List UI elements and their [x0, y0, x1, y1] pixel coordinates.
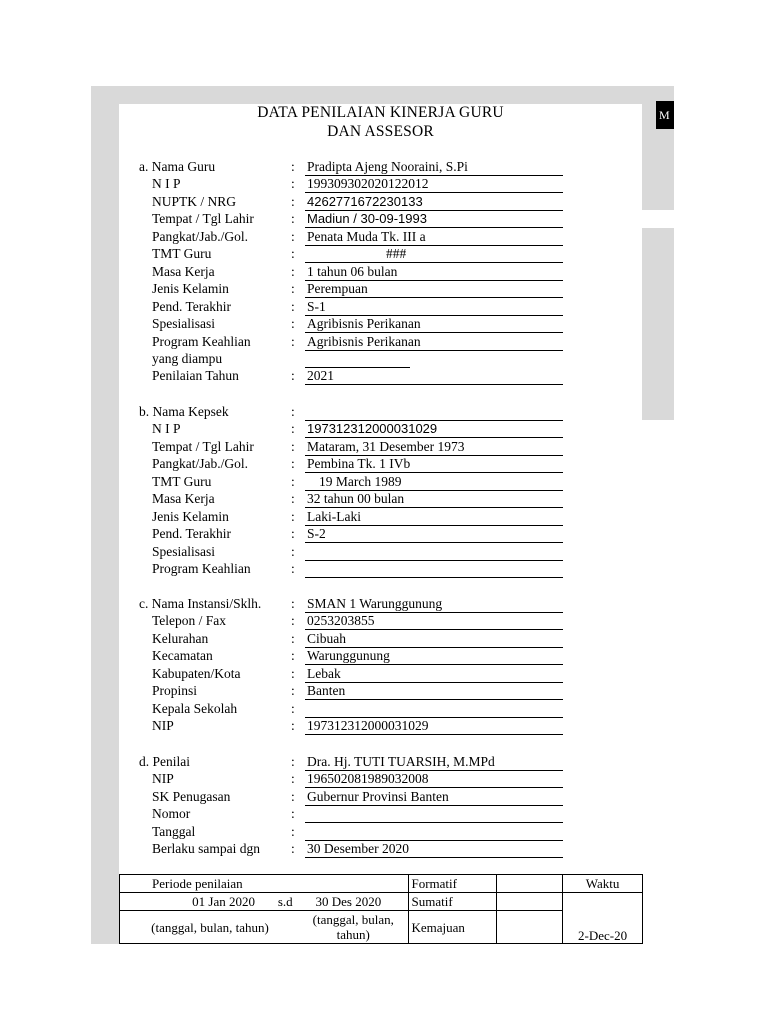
field-value: S-1 [307, 299, 326, 314]
field-underline [305, 210, 563, 228]
field-label: yang diampu [152, 351, 223, 366]
field-underline [305, 490, 563, 508]
field-label: Pangkat/Jab./Gol. [152, 229, 248, 244]
field-colon: : [291, 613, 295, 628]
field-colon: : [291, 439, 295, 454]
field-underline [305, 158, 563, 176]
field-value: ### [386, 246, 407, 261]
field-underline [305, 840, 563, 858]
type-sumatif: Sumatif [409, 893, 497, 911]
field-colon: : [291, 229, 295, 244]
field-label: Jenis Kelamin [152, 509, 229, 524]
field-label: Masa Kerja [152, 491, 215, 506]
field-underline [305, 438, 563, 456]
field-label: Spesialisasi [152, 316, 215, 331]
field-label: Tempat / Tgl Lahir [152, 439, 254, 454]
field-colon: : [291, 421, 295, 436]
field-value: 1 tahun 06 bulan [307, 264, 398, 279]
field-label: d. Penilai [139, 754, 190, 769]
field-label: Pangkat/Jab./Gol. [152, 456, 248, 471]
field-underline [305, 823, 563, 841]
field-underline [305, 298, 563, 316]
field-value: Warunggunung [307, 648, 390, 663]
field-colon: : [291, 666, 295, 681]
end-date: 30 Des 2020 [315, 894, 382, 909]
field-value: Madiun / 30-09-1993 [307, 211, 427, 226]
field-value: Banten [307, 683, 346, 698]
field-underline [305, 665, 563, 683]
field-underline [305, 612, 563, 630]
field-underline [305, 420, 563, 438]
period-header: Periode penilaian [120, 875, 409, 893]
field-underline [305, 682, 563, 700]
field-underline [305, 403, 563, 421]
field-colon: : [291, 176, 295, 191]
start-note: (tanggal, bulan, tahun) [151, 919, 269, 935]
field-colon: : [291, 701, 295, 716]
field-label: Tempat / Tgl Lahir [152, 211, 254, 226]
field-value: 2021 [307, 368, 334, 383]
field-colon: : [291, 526, 295, 541]
type-kemajuan: Kemajuan [409, 911, 497, 944]
field-colon: : [291, 631, 295, 646]
end-note: (tanggal, bulan, tahun) [312, 912, 394, 942]
field-colon: : [291, 824, 295, 839]
field-value: 199309302020122012 [307, 176, 429, 191]
side-tab: M [656, 101, 674, 129]
field-underline [305, 263, 563, 281]
field-value: Pradipta Ajeng Nooraini, S.Pi [307, 159, 468, 174]
field-value: 197312312000031029 [307, 421, 438, 436]
start-date: 01 Jan 2020 [192, 894, 255, 909]
field-label: c. Nama Instansi/Sklh. [139, 596, 262, 611]
field-underline [305, 700, 563, 718]
field-value: Perempuan [307, 281, 368, 296]
field-value: Pembina Tk. 1 IVb [307, 456, 411, 471]
field-colon: : [291, 281, 295, 296]
background-strip [642, 129, 674, 210]
field-value: 4262771672230133 [307, 194, 423, 209]
field-value: Agribisnis Perikanan [307, 316, 421, 331]
field-colon: : [291, 509, 295, 524]
field-label: Berlaku sampai dgn [152, 841, 260, 856]
field-underline [305, 367, 563, 385]
field-label: Kepala Sekolah [152, 701, 238, 716]
waktu-value: 2-Dec-20 [563, 893, 643, 944]
period-notes [120, 911, 409, 944]
empty-cell [497, 875, 563, 893]
field-colon: : [291, 841, 295, 856]
document-subtitle: DAN ASSESOR [327, 123, 434, 140]
field-label: NIP [152, 718, 174, 733]
field-underline [305, 280, 563, 298]
background-gap [642, 210, 674, 228]
empty-cell [497, 911, 563, 944]
field-colon: : [291, 806, 295, 821]
field-label: Kecamatan [152, 648, 213, 663]
field-label: Pend. Terakhir [152, 526, 232, 541]
field-colon: : [291, 718, 295, 733]
field-label: Kabupaten/Kota [152, 666, 241, 681]
field-value: SMAN 1 Warunggunung [307, 596, 443, 611]
field-value: Lebak [307, 666, 341, 681]
field-value: Gubernur Provinsi Banten [307, 789, 449, 804]
field-colon: : [291, 771, 295, 786]
field-colon: : [291, 456, 295, 471]
field-colon: : [291, 246, 295, 261]
field-value: Dra. Hj. TUTI TUARSIH, M.MPd [307, 754, 495, 769]
field-value: Laki-Laki [307, 509, 361, 524]
field-label: N I P [152, 421, 181, 436]
field-colon: : [291, 334, 295, 349]
field-underline [305, 333, 563, 351]
field-underline [305, 228, 563, 246]
field-label: Spesialisasi [152, 544, 215, 559]
field-underline [305, 175, 563, 193]
field-value: 197312312000031029 [307, 718, 429, 733]
empty-cell [497, 893, 563, 911]
field-value: 196502081989032008 [307, 771, 429, 786]
background-strip [646, 228, 674, 420]
field-underline [305, 560, 563, 578]
field-label: NIP [152, 771, 174, 786]
field-value: 30 Desember 2020 [307, 841, 409, 856]
field-label: b. Nama Kepsek [139, 404, 229, 419]
field-colon: : [291, 789, 295, 804]
field-colon: : [291, 316, 295, 331]
field-value: 0253203855 [307, 613, 375, 628]
period-table [119, 874, 643, 944]
field-underline [305, 788, 563, 806]
document-title: DATA PENILAIAN KINERJA GURU [257, 104, 504, 121]
field-underline [305, 717, 563, 735]
field-label: TMT Guru [152, 246, 212, 261]
field-underline [305, 543, 563, 561]
field-label: Pend. Terakhir [152, 299, 232, 314]
field-label: a. Nama Guru [139, 159, 216, 174]
field-value: Mataram, 31 Desember 1973 [307, 439, 465, 454]
background-gap [642, 420, 674, 944]
field-underline [305, 508, 563, 526]
field-colon: : [291, 544, 295, 559]
field-colon: : [291, 211, 295, 226]
field-colon: : [291, 404, 295, 419]
field-colon: : [291, 474, 295, 489]
field-value: Agribisnis Perikanan [307, 334, 421, 349]
field-colon: : [291, 368, 295, 383]
field-label: SK Penugasan [152, 789, 231, 804]
field-label: N I P [152, 176, 181, 191]
field-underline [305, 315, 563, 333]
field-label: Kelurahan [152, 631, 209, 646]
field-underline [305, 630, 563, 648]
field-label: Tanggal [152, 824, 196, 839]
field-colon: : [291, 561, 295, 576]
field-label: Program Keahlian [152, 561, 251, 576]
field-label: Program Keahlian [152, 334, 251, 349]
field-label: Masa Kerja [152, 264, 215, 279]
field-label: Jenis Kelamin [152, 281, 229, 296]
field-label: Telepon / Fax [152, 613, 227, 628]
field-label: Nomor [152, 806, 191, 821]
field-value: 19 March 1989 [319, 474, 402, 489]
field-underline [305, 770, 563, 788]
field-value: Penata Muda Tk. III a [307, 229, 426, 244]
field-underline [305, 753, 563, 771]
field-underline [305, 525, 563, 543]
field-colon: : [291, 491, 295, 506]
field-underline [305, 350, 410, 368]
field-underline [305, 193, 563, 211]
field-value: 32 tahun 00 bulan [307, 491, 405, 506]
field-underline [305, 473, 563, 491]
field-label: TMT Guru [152, 474, 212, 489]
period-dates [120, 893, 409, 911]
field-value: S-2 [307, 526, 326, 541]
field-label: Propinsi [152, 683, 198, 698]
field-colon: : [291, 683, 295, 698]
date-separator: s.d [277, 894, 293, 909]
field-underline [305, 245, 563, 263]
waktu-header: Waktu [563, 875, 643, 893]
field-value: Cibuah [307, 631, 346, 646]
field-colon: : [291, 264, 295, 279]
field-colon: : [291, 648, 295, 663]
field-underline [305, 805, 563, 823]
field-label: NUPTK / NRG [152, 194, 237, 209]
field-colon: : [291, 159, 295, 174]
field-colon: : [291, 194, 295, 209]
field-underline [305, 455, 563, 473]
field-colon: : [291, 299, 295, 314]
field-underline [305, 647, 563, 665]
field-colon: : [291, 596, 295, 611]
type-formatif: Formatif [409, 875, 497, 893]
field-label: Penilaian Tahun [152, 368, 239, 383]
field-underline [305, 595, 563, 613]
field-colon: : [291, 754, 295, 769]
